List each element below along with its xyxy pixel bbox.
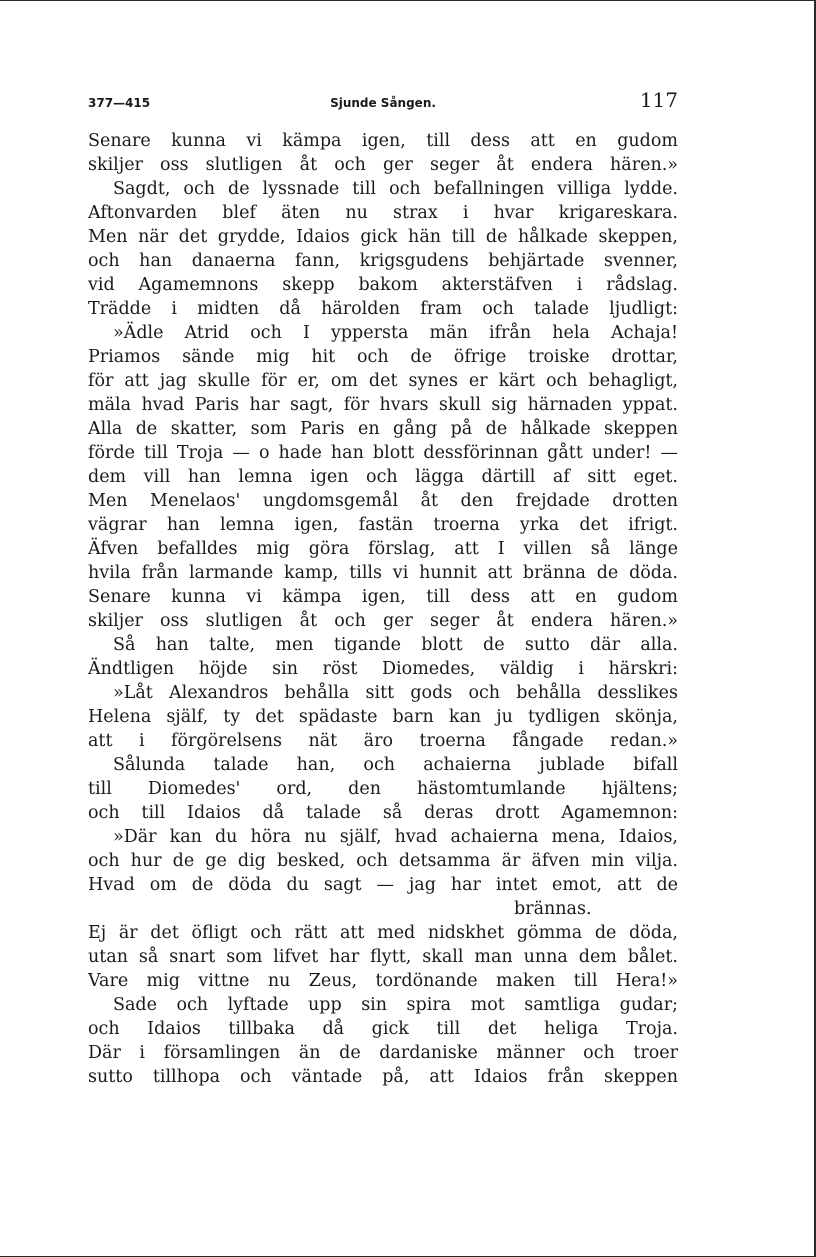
verse-line: sutto tillhopa och väntade på, att Idaios från skeppen	[88, 1067, 678, 1087]
verse-line: Sålunda talade han, och achaierna jublade bifall	[113, 755, 678, 775]
verse-line: Ej är det öfligt och rätt att med nidskhet gömma de döda,	[88, 923, 678, 943]
verse-line: skiljer oss slutligen åt och ger seger åt endera hären.»	[88, 155, 678, 175]
verse-line: Senare kunna vi kämpa igen, till dess att en gudom	[88, 131, 678, 151]
verse-line: och han danaerna fann, krigsgudens behjärtade svenner,	[88, 251, 678, 271]
verse-line: Där i församlingen än de dardaniske männer och troer	[88, 1043, 678, 1063]
verse-line: och till Idaios då talade så deras drott Agamemnon:	[88, 803, 678, 823]
verse-line: Aftonvarden blef äten nu strax i hvar krigareskara.	[88, 203, 678, 223]
verse-line: brännas.	[514, 899, 592, 919]
canto-title: Sjunde Sången.	[330, 96, 436, 110]
verse-line: till Diomedes' ord, den hästomtumlande hjältens;	[88, 779, 678, 799]
verse-line: »Låt Alexandros behålla sitt gods och behålla desslikes	[113, 683, 678, 703]
verse-line: och Idaios tillbaka då gick till det heliga Troja.	[88, 1019, 678, 1039]
verse-line: Så han talte, men tigande blott de sutto där alla.	[113, 635, 678, 655]
verse-line: mäla hvad Paris har sagt, för hvars skull sig härnaden yppat.	[88, 395, 678, 415]
verse-line: vägrar han lemna igen, fastän troerna yrka det ifrigt.	[88, 515, 678, 535]
verse-line: hvila från larmande kamp, tills vi hunnit att bränna de döda.	[88, 563, 678, 583]
page-number: 117	[639, 88, 678, 112]
verse-line: Vare mig vittne nu Zeus, tordönande maken till Hera!»	[88, 971, 678, 991]
verse-line: Äfven befalldes mig göra förslag, att I villen så länge	[88, 539, 678, 559]
verse-line: »Där kan du höra nu själf, hvad achaierna mena, Idaios,	[113, 827, 678, 847]
verse-line: Men Menelaos' ungdomsgemål åt den frejdade drotten	[88, 491, 678, 511]
verse-line: Men när det grydde, Idaios gick hän till de hålkade skeppen,	[88, 227, 678, 247]
verse-line: Senare kunna vi kämpa igen, till dess att en gudom	[88, 587, 678, 607]
verse-line: Priamos sände mig hit och de öfrige troiske drottar,	[88, 347, 678, 367]
verse-line: skiljer oss slutligen åt och ger seger åt endera hären.»	[88, 611, 678, 631]
poem-text	[88, 129, 678, 1089]
verse-line: och hur de ge dig besked, och detsamma är äfven min vilja.	[88, 851, 678, 871]
verse-line: Ändtligen höjde sin röst Diomedes, väldig i härskri:	[88, 659, 678, 679]
verse-line: Trädde i midten då härolden fram och talade ljudligt:	[88, 299, 678, 319]
verse-line: dem vill han lemna igen och lägga därtill af sitt eget.	[88, 467, 678, 487]
verse-line: utan så snart som lifvet har flytt, skall man unna dem bålet.	[88, 947, 678, 967]
verse-line: vid Agamemnons skepp bakom akterstäfven i rådslag.	[88, 275, 678, 295]
verse-line: »Ädle Atrid och I yppersta män ifrån hela Achaja!	[113, 323, 678, 343]
verse-line: Sagdt, och de lyssnade till och befallningen villiga lydde.	[113, 179, 678, 199]
verse-line: förde till Troja — o hade han blott dessförinnan gått under! —	[88, 443, 678, 463]
line-range: 377—415	[88, 96, 151, 110]
verse-line: för att jag skulle för er, om det synes er kärt och behagligt,	[88, 371, 678, 391]
verse-line: Alla de skatter, som Paris en gång på de hålkade skeppen	[88, 419, 678, 439]
verse-line: Sade och lyftade upp sin spira mot samtliga gudar;	[113, 995, 678, 1015]
verse-line: Helena själf, ty det spädaste barn kan ju tydligen skönja,	[88, 707, 678, 727]
verse-line: att i förgörelsens nät äro troerna fångade redan.»	[88, 731, 678, 751]
running-head	[88, 88, 678, 112]
verse-line: Hvad om de döda du sagt — jag har intet emot, att de	[88, 875, 678, 895]
